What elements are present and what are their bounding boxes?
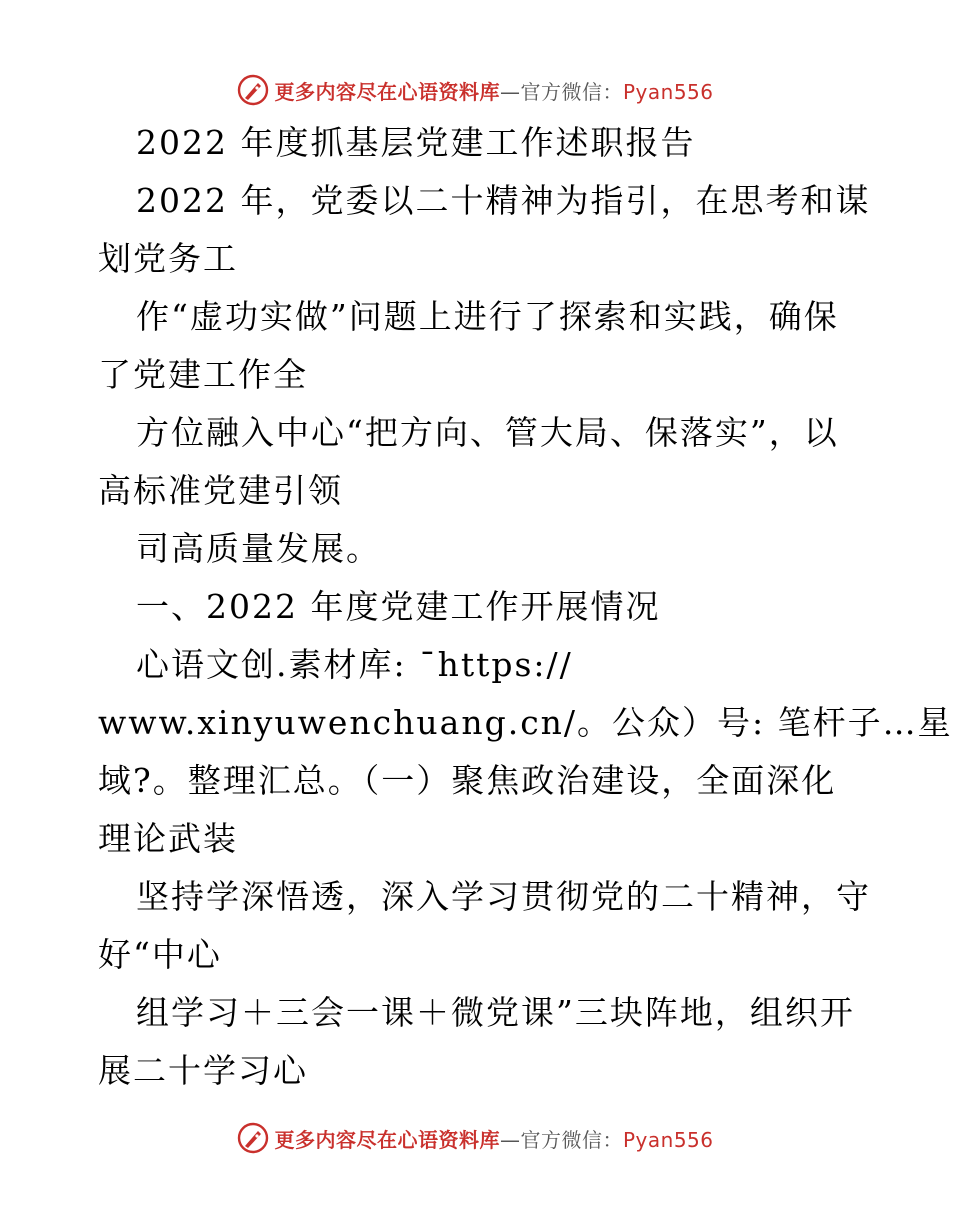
text-line: 高标准党建引领: [98, 471, 343, 510]
text-line: 2022 年，党委以二十精神为指引，在思考和谋: [136, 181, 871, 220]
text-line: 2022 年度抓基层党建工作述职报告: [136, 123, 696, 162]
text-line: www.xinyuwenchuang.cn/。公众）号: 笔杆子…星: [98, 703, 953, 742]
fountain-pen-icon: [236, 1121, 270, 1155]
text-line: 作“虚功实做”问题上进行了探索和实践，确保: [136, 297, 839, 336]
text-line: 坚持学深悟透，深入学习贯彻党的二十精神，守: [136, 877, 871, 916]
text-line: 方位融入中心“把方向、管大局、保落实”，以: [136, 413, 839, 452]
text-line: 心语文创.素材库: ¯https://: [136, 645, 573, 684]
text-line: 理论武装: [98, 819, 238, 858]
document-body: [98, 114, 953, 1100]
text-line: 司高质量发展。: [136, 529, 381, 568]
text-line: 一、2022 年度党建工作开展情况: [136, 587, 661, 626]
text-line: 了党建工作全: [98, 355, 308, 394]
text-line: 域?。整理汇总。（一）聚焦政治建设，全面深化: [98, 761, 837, 800]
text-line: 划党务工: [98, 239, 238, 278]
watermark-banner-top: [0, 68, 950, 112]
text-line: 组学习＋三会一课＋微党课”三块阵地，组织开: [136, 993, 855, 1032]
watermark-text: 更多内容尽在心语资料库—官方微信：Pyan556: [274, 79, 714, 104]
watermark-banner-bottom: [0, 1116, 950, 1160]
watermark-text: 更多内容尽在心语资料库—官方微信：Pyan556: [274, 1127, 714, 1152]
fountain-pen-icon: [236, 73, 270, 107]
text-line: 好“中心: [98, 935, 222, 974]
text-line: 展二十学习心: [98, 1051, 308, 1090]
